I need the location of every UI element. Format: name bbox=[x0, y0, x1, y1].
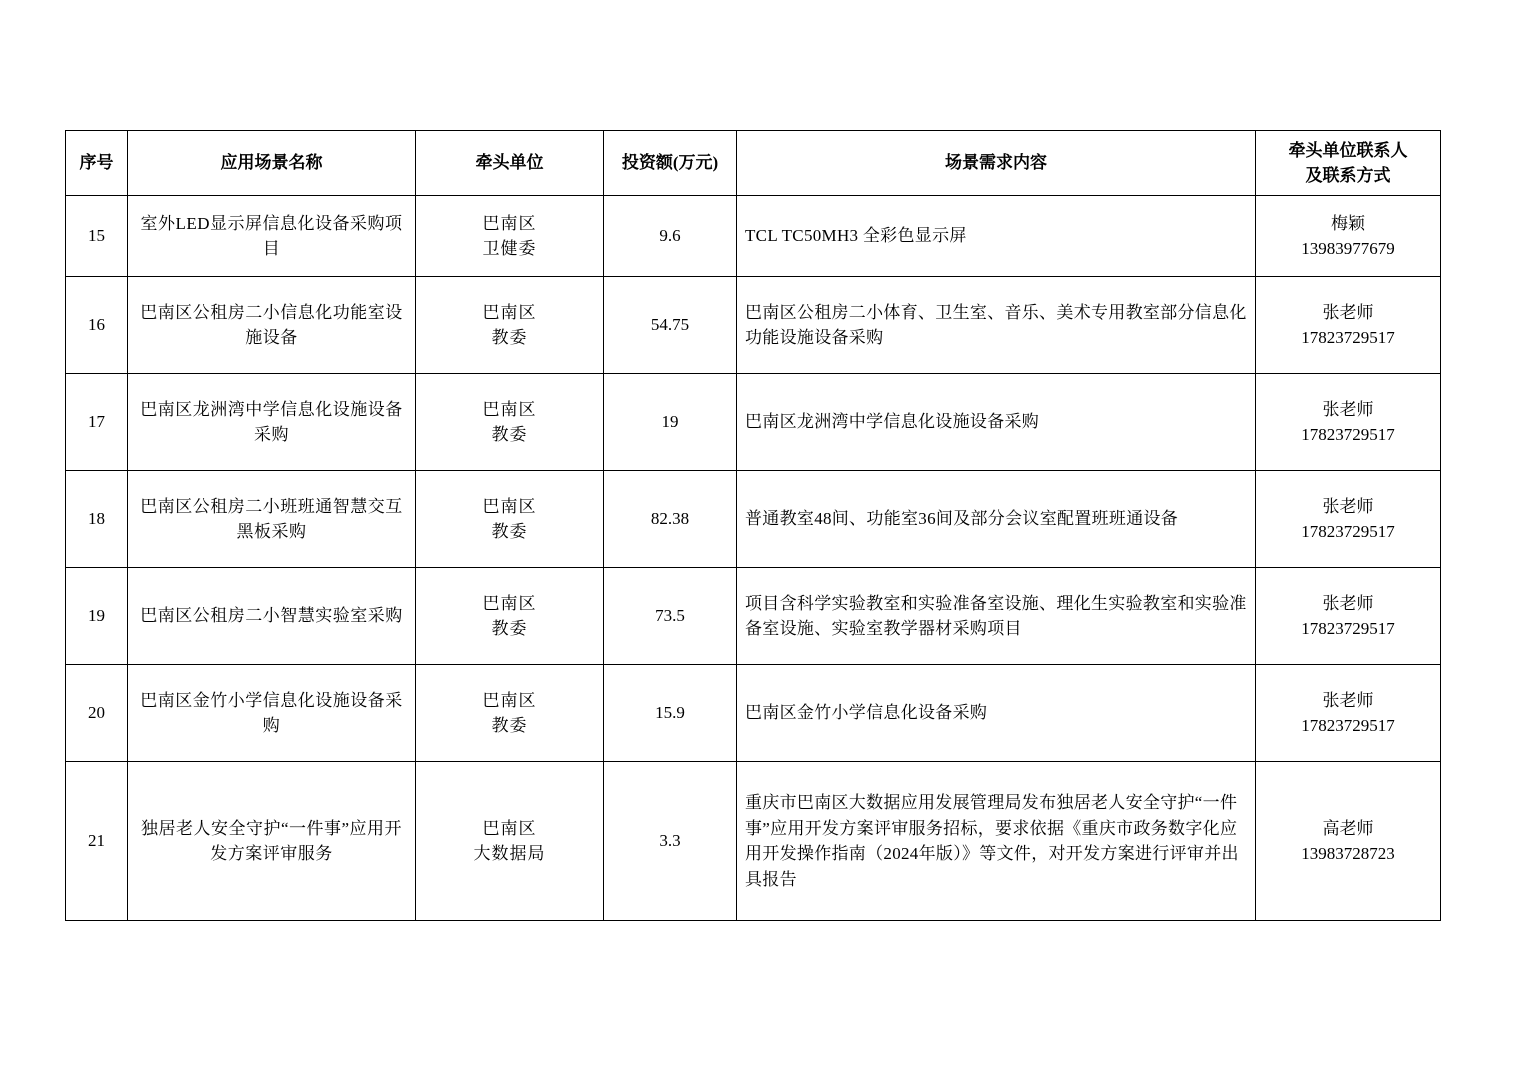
cell-lead-unit-line1: 巴南区 bbox=[482, 496, 537, 516]
cell-contact-phone: 13983728723 bbox=[1301, 844, 1395, 863]
cell-requirement: 巴南区公租房二小体育、卫生室、音乐、美术专用教室部分信息化功能设施设备采购 bbox=[737, 277, 1256, 374]
cell-contact-name: 张老师 bbox=[1322, 399, 1374, 419]
cell-contact-phone: 13983977679 bbox=[1301, 239, 1395, 258]
cell-lead-unit-line2: 教委 bbox=[491, 328, 528, 347]
cell-investment: 19 bbox=[604, 374, 737, 471]
cell-index: 16 bbox=[66, 277, 128, 374]
table-body bbox=[66, 196, 1441, 921]
cell-lead-unit-line2: 教委 bbox=[491, 716, 528, 735]
table-header-row bbox=[66, 131, 1441, 196]
column-header-contact-line1: 牵头单位联系人 bbox=[1288, 140, 1408, 160]
cell-scene-name: 巴南区金竹小学信息化设施设备采购 bbox=[128, 665, 416, 762]
cell-scene-name: 巴南区公租房二小班班通智慧交互黑板采购 bbox=[128, 471, 416, 568]
cell-contact-name: 高老师 bbox=[1322, 818, 1374, 838]
cell-index: 18 bbox=[66, 471, 128, 568]
column-header-contact-line2: 及联系方式 bbox=[1305, 166, 1391, 185]
cell-contact bbox=[1256, 762, 1441, 921]
cell-requirement: 巴南区龙洲湾中学信息化设施设备采购 bbox=[737, 374, 1256, 471]
cell-lead-unit bbox=[416, 568, 604, 665]
cell-lead-unit-line1: 巴南区 bbox=[482, 690, 537, 710]
cell-lead-unit-line2: 教委 bbox=[491, 522, 528, 541]
cell-scene-name: 室外LED显示屏信息化设备采购项目 bbox=[128, 196, 416, 277]
cell-index: 21 bbox=[66, 762, 128, 921]
cell-lead-unit bbox=[416, 471, 604, 568]
cell-contact-phone: 17823729517 bbox=[1301, 619, 1395, 638]
table-row bbox=[66, 762, 1441, 921]
cell-requirement: 项目含科学实验教室和实验准备室设施、理化生实验教室和实验准备室设施、实验室教学器材采购项目 bbox=[737, 568, 1256, 665]
column-header-contact bbox=[1256, 131, 1441, 196]
cell-investment: 9.6 bbox=[604, 196, 737, 277]
column-header-index: 序号 bbox=[66, 131, 128, 196]
column-header-lead-unit: 牵头单位 bbox=[416, 131, 604, 196]
cell-contact-name: 张老师 bbox=[1322, 302, 1374, 322]
cell-lead-unit bbox=[416, 762, 604, 921]
cell-contact-name: 张老师 bbox=[1322, 496, 1374, 516]
cell-requirement: 普通教室48间、功能室36间及部分会议室配置班班通设备 bbox=[737, 471, 1256, 568]
cell-requirement: 巴南区金竹小学信息化设备采购 bbox=[737, 665, 1256, 762]
cell-index: 17 bbox=[66, 374, 128, 471]
cell-contact-name: 梅颖 bbox=[1331, 213, 1365, 233]
cell-lead-unit-line2: 大数据局 bbox=[473, 844, 546, 863]
cell-lead-unit-line1: 巴南区 bbox=[482, 302, 537, 322]
cell-contact-phone: 17823729517 bbox=[1301, 522, 1395, 541]
scene-requirements-table-container bbox=[65, 130, 1440, 921]
column-header-requirement: 场景需求内容 bbox=[737, 131, 1256, 196]
cell-scene-name: 巴南区龙洲湾中学信息化设施设备采购 bbox=[128, 374, 416, 471]
cell-scene-name: 巴南区公租房二小智慧实验室采购 bbox=[128, 568, 416, 665]
cell-scene-name: 巴南区公租房二小信息化功能室设施设备 bbox=[128, 277, 416, 374]
table-row bbox=[66, 665, 1441, 762]
cell-lead-unit bbox=[416, 665, 604, 762]
cell-contact bbox=[1256, 196, 1441, 277]
cell-requirement: 重庆市巴南区大数据应用发展管理局发布独居老人安全守护“一件事”应用开发方案评审服务招标，要求依据《重庆市政务数字化应用开发操作指南（2024年版）》等文件，对开发方案进行评审并出具报告 bbox=[737, 762, 1256, 921]
cell-contact bbox=[1256, 568, 1441, 665]
table-row bbox=[66, 277, 1441, 374]
cell-requirement: TCL TC50MH3 全彩色显示屏 bbox=[737, 196, 1256, 277]
cell-lead-unit-line1: 巴南区 bbox=[482, 818, 537, 838]
cell-lead-unit-line1: 巴南区 bbox=[482, 593, 537, 613]
cell-investment: 82.38 bbox=[604, 471, 737, 568]
cell-contact bbox=[1256, 277, 1441, 374]
table-row bbox=[66, 568, 1441, 665]
cell-contact-phone: 17823729517 bbox=[1301, 716, 1395, 735]
cell-lead-unit-line2: 教委 bbox=[491, 619, 528, 638]
cell-investment: 54.75 bbox=[604, 277, 737, 374]
cell-contact-name: 张老师 bbox=[1322, 690, 1374, 710]
cell-investment: 3.3 bbox=[604, 762, 737, 921]
table-header bbox=[66, 131, 1441, 196]
cell-contact-name: 张老师 bbox=[1322, 593, 1374, 613]
table-row bbox=[66, 196, 1441, 277]
column-header-investment: 投资额(万元) bbox=[604, 131, 737, 196]
cell-lead-unit bbox=[416, 277, 604, 374]
cell-lead-unit bbox=[416, 374, 604, 471]
cell-lead-unit-line1: 巴南区 bbox=[482, 399, 537, 419]
cell-index: 15 bbox=[66, 196, 128, 277]
column-header-scene-name: 应用场景名称 bbox=[128, 131, 416, 196]
cell-lead-unit bbox=[416, 196, 604, 277]
cell-investment: 73.5 bbox=[604, 568, 737, 665]
cell-index: 20 bbox=[66, 665, 128, 762]
cell-contact bbox=[1256, 374, 1441, 471]
scene-requirements-table bbox=[65, 130, 1441, 921]
cell-contact-phone: 17823729517 bbox=[1301, 425, 1395, 444]
cell-scene-name: 独居老人安全守护“一件事”应用开发方案评审服务 bbox=[128, 762, 416, 921]
cell-contact bbox=[1256, 665, 1441, 762]
cell-investment: 15.9 bbox=[604, 665, 737, 762]
cell-lead-unit-line1: 巴南区 bbox=[482, 213, 537, 233]
table-row bbox=[66, 471, 1441, 568]
cell-contact bbox=[1256, 471, 1441, 568]
cell-index: 19 bbox=[66, 568, 128, 665]
cell-lead-unit-line2: 卫健委 bbox=[482, 239, 537, 258]
table-row bbox=[66, 374, 1441, 471]
cell-contact-phone: 17823729517 bbox=[1301, 328, 1395, 347]
cell-lead-unit-line2: 教委 bbox=[491, 425, 528, 444]
